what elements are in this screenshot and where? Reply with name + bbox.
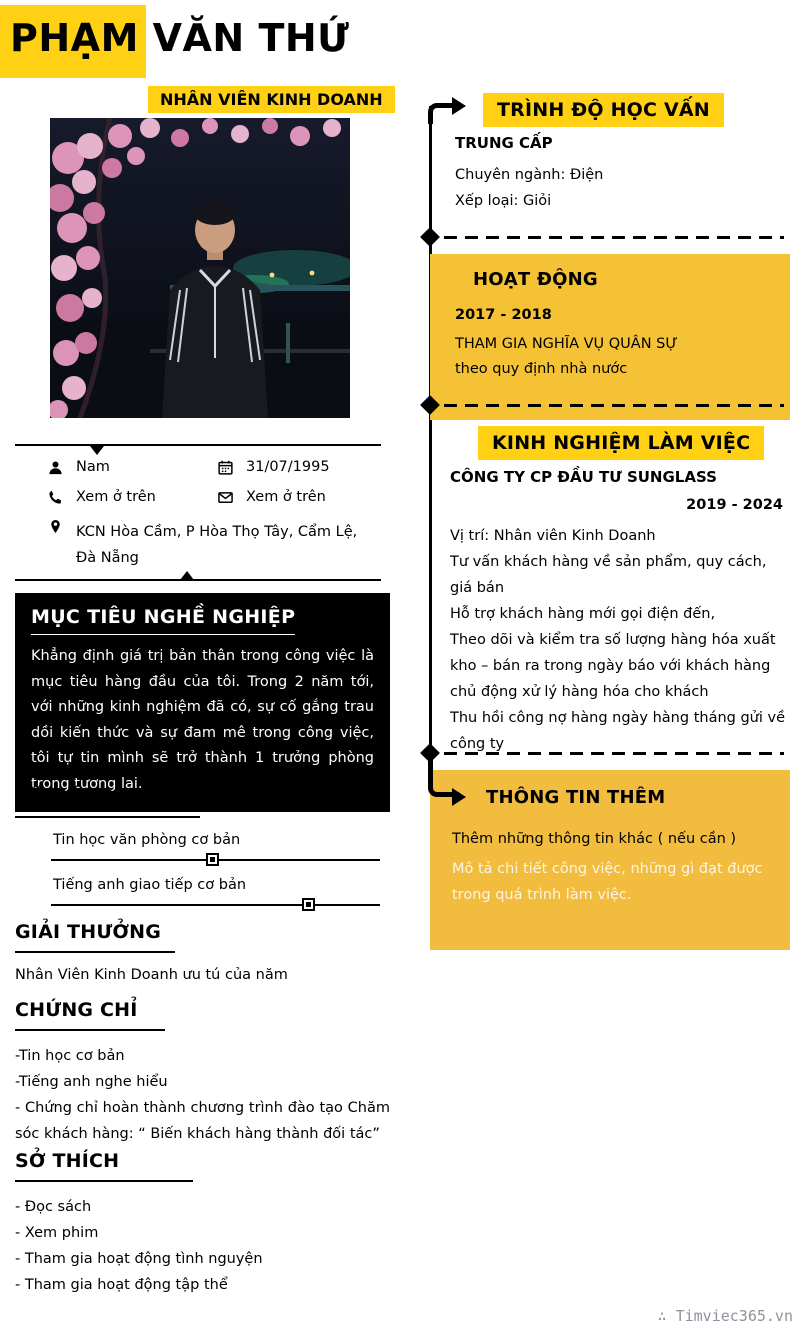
experience-title: KINH NGHIỆM LÀM VIỆC	[478, 426, 764, 460]
profile-photo	[50, 118, 350, 418]
additional-info-section	[430, 770, 790, 950]
certificate-item: -Tiếng anh nghe hiểu	[15, 1074, 168, 1090]
certificate-item: -Tin học cơ bản	[15, 1048, 125, 1064]
info-top-rule	[15, 444, 381, 446]
profile-photo-illustration	[50, 118, 350, 418]
certificates-title: CHỨNG CHỈ	[15, 999, 165, 1031]
slider-handle-icon[interactable]	[206, 853, 219, 866]
education-major: Chuyên ngành: Điện	[455, 167, 604, 183]
activities-title: HOẠT ĐỘNG	[473, 269, 598, 290]
timeline-line	[429, 106, 432, 782]
dob-field	[183, 459, 381, 475]
activities-line2: theo quy định nhà nước	[455, 361, 628, 377]
calendar-icon	[218, 460, 233, 475]
address-field	[15, 519, 381, 571]
experience-line: Thu hồi công nợ hàng ngày hàng tháng gửi về công ty	[450, 710, 785, 752]
experience-line: Hỗ trợ khách hàng mới gọi điện đến,	[450, 606, 716, 622]
skill-item	[15, 832, 390, 861]
objective-body: Khẳng định giá trị bản thân trong công việc là mục tiêu hàng đầu của tôi. Trong 2 năm tới, với những kinh nghiệm đã có, sự cố gắng trau dồi kiến thức và sự đam mê trong công việc, tôi tự tin mình sẽ trở thành 1 trưởng phòng trong tương lai.	[31, 648, 374, 792]
experience-details	[450, 523, 788, 757]
phone-icon	[48, 490, 63, 505]
hobby-item: - Xem phim	[15, 1225, 99, 1241]
skill-item	[15, 877, 390, 906]
watermark	[658, 1307, 793, 1325]
award-item: Nhân Viên Kinh Doanh ưu tú của năm	[15, 967, 288, 983]
skill-label: Tiếng anh giao tiếp cơ bản	[53, 877, 247, 893]
personal-info-section	[15, 444, 381, 581]
triangle-down-icon	[90, 446, 104, 455]
phone-field	[15, 489, 183, 505]
arrow-right-icon	[452, 788, 466, 806]
skills-title: KỸ NĂNG	[15, 786, 200, 818]
phone-value: Xem ở trên	[76, 489, 156, 505]
additional-info-line2: Mô tả chi tiết công việc, những gì đạt được trong quá trình làm việc.	[452, 861, 763, 903]
slider-handle-dot	[210, 857, 215, 862]
slider-handle-icon[interactable]	[302, 898, 315, 911]
skills-section	[15, 786, 390, 906]
activities-section	[430, 254, 790, 420]
skill-slider[interactable]	[51, 859, 380, 861]
experience-period: 2019 - 2024	[686, 497, 783, 513]
address-value	[76, 519, 357, 571]
info-bottom-rule	[15, 579, 381, 581]
skill-label: Tin học văn phòng cơ bản	[53, 832, 241, 848]
dob-value: 31/07/1995	[246, 459, 330, 475]
objective-section	[15, 593, 390, 812]
therefore-dots-icon: ∴	[657, 1307, 667, 1325]
hobbies-section	[15, 1150, 390, 1298]
skill-slider[interactable]	[51, 904, 380, 906]
awards-section	[15, 921, 390, 983]
timeline-dash-separator	[444, 752, 784, 755]
email-value: Xem ở trên	[246, 489, 326, 505]
address-line1: KCN Hòa Cầm, P Hòa Thọ Tây, Cẩm Lệ,	[76, 524, 358, 540]
email-field	[183, 489, 381, 505]
watermark-text: Timviec365.vn	[675, 1307, 793, 1325]
candidate-name: PHẠM VĂN THỨ	[10, 16, 350, 60]
activities-period: 2017 - 2018	[455, 307, 552, 323]
hobby-item: - Đọc sách	[15, 1199, 92, 1215]
certificate-item: - Chứng chỉ hoàn thành chương trình đào tạo Chăm sóc khách hàng: “ Biến khách hàng thành đối tác”	[15, 1100, 390, 1142]
education-degree: TRUNG CẤP	[455, 134, 553, 152]
timeline-dash-separator	[444, 404, 784, 407]
triangle-up-icon	[180, 571, 194, 580]
job-title: NHÂN VIÊN KINH DOANH	[148, 86, 395, 113]
mail-icon	[218, 490, 233, 505]
additional-info-title: THÔNG TIN THÊM	[486, 787, 666, 808]
arrow-right-icon	[452, 97, 466, 115]
education-title: TRÌNH ĐỘ HỌC VẤN	[483, 93, 724, 127]
awards-title: GIẢI THƯỞNG	[15, 921, 175, 953]
timeline-dash-separator	[444, 236, 784, 239]
education-grade: Xếp loại: Giỏi	[455, 193, 552, 209]
gender-value: Nam	[76, 459, 110, 475]
hobbies-title: SỞ THÍCH	[15, 1150, 193, 1182]
timeline-diamond-icon	[420, 227, 440, 247]
additional-info-line1: Thêm những thông tin khác ( nếu cần )	[452, 831, 737, 847]
hobby-item: - Tham gia hoạt động tập thể	[15, 1277, 228, 1293]
hobby-item: - Tham gia hoạt động tình nguyện	[15, 1251, 263, 1267]
experience-company: CÔNG TY CP ĐẦU TƯ SUNGLASS	[450, 468, 717, 486]
location-pin-icon	[48, 519, 63, 534]
objective-title: MỤC TIÊU NGHỀ NGHIỆP	[31, 606, 295, 635]
user-icon	[48, 460, 63, 475]
experience-line: Tư vấn khách hàng về sản phẩm, quy cách, giá bán	[450, 554, 767, 596]
slider-handle-dot	[306, 902, 311, 907]
activities-line1: THAM GIA NGHĨA VỤ QUÂN SỰ	[455, 336, 678, 352]
certificates-section	[15, 999, 390, 1147]
address-line2: Đà Nẵng	[76, 550, 139, 566]
experience-line: Theo dõi và kiểm tra số lượng hàng hóa xuất kho – bán ra trong ngày báo với khách hàng chủ động xử lý hàng hóa cho khách	[450, 632, 776, 700]
gender-field	[15, 459, 183, 475]
experience-line: Vị trí: Nhân viên Kinh Doanh	[450, 528, 656, 544]
